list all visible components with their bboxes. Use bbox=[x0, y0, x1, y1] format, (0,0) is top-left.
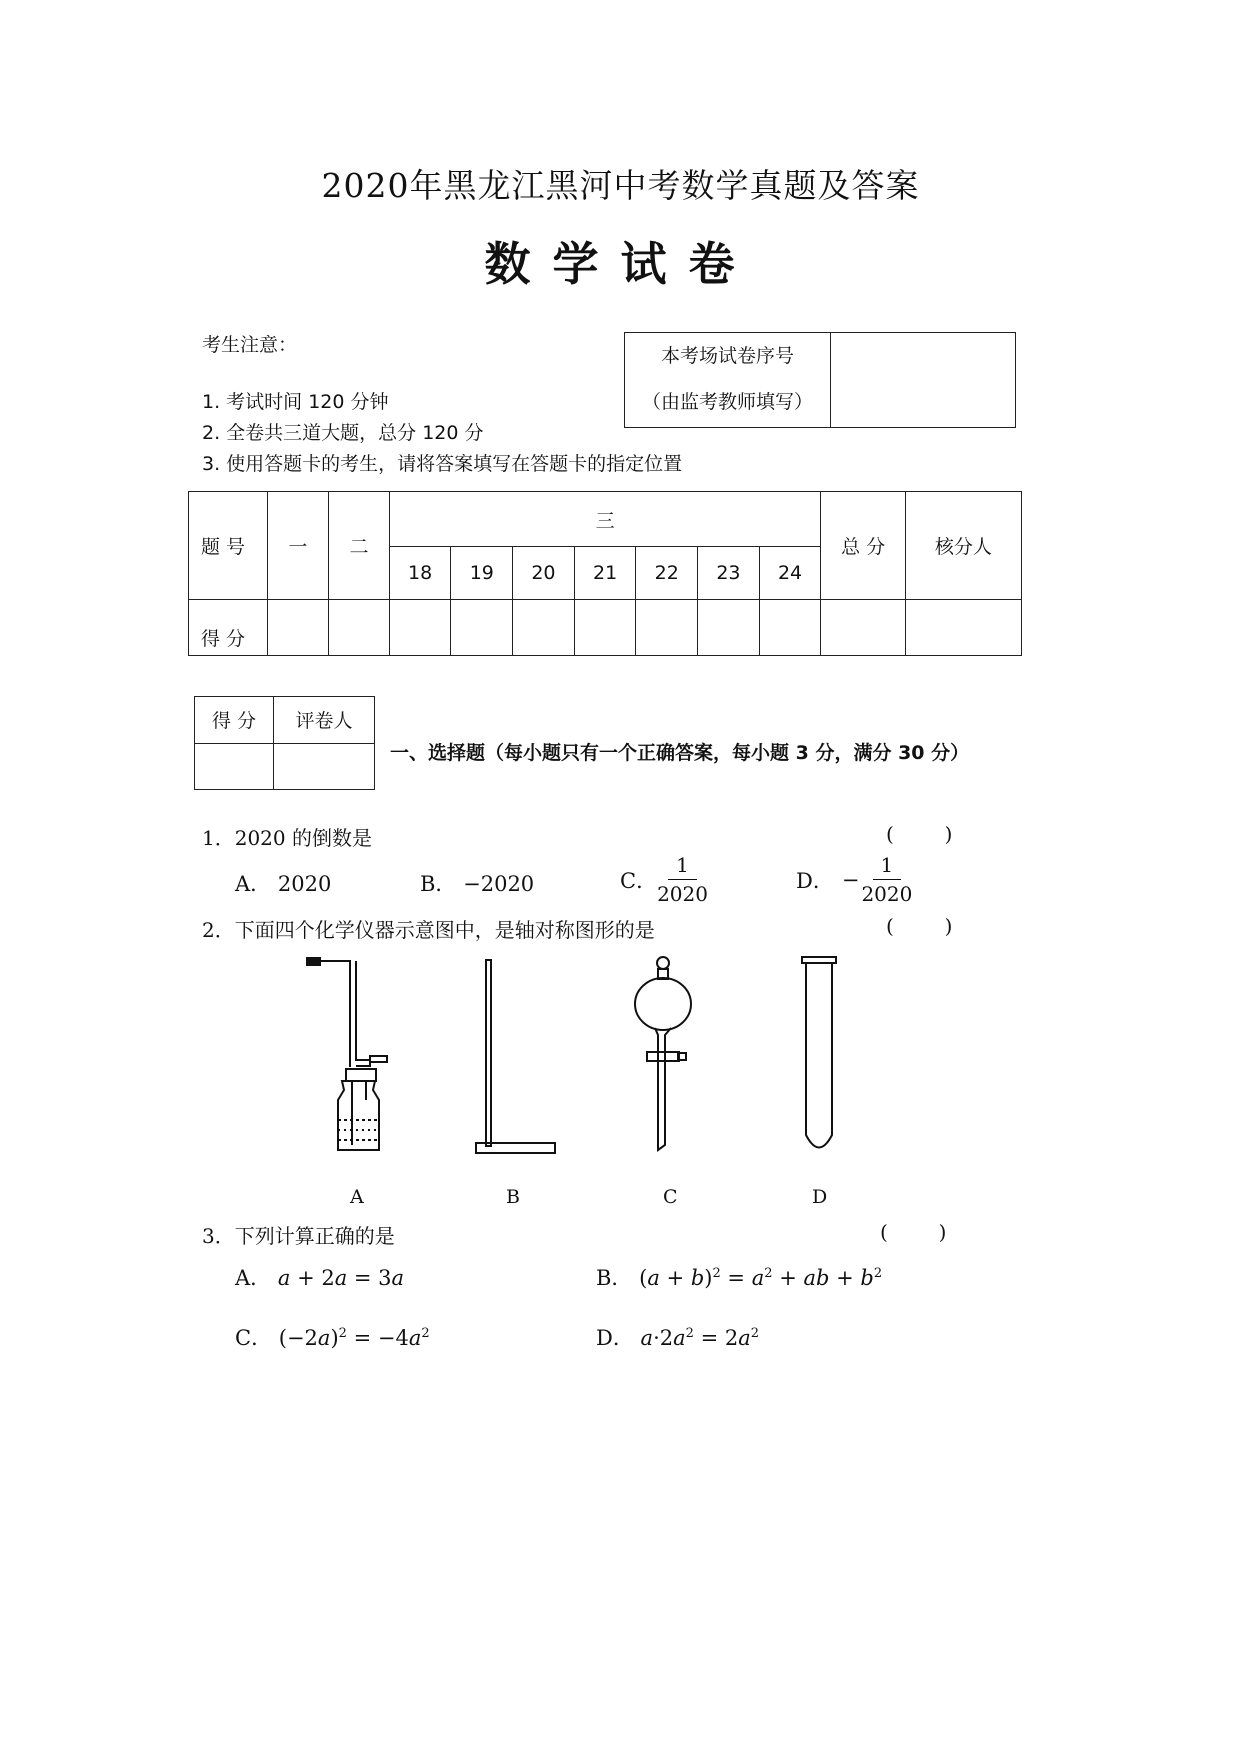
question-number: 2． bbox=[202, 918, 235, 942]
sub-question-header: 22 bbox=[636, 547, 698, 600]
grader-score-label: 得 分 bbox=[195, 697, 274, 744]
sub-question-header: 24 bbox=[759, 547, 821, 600]
question-number: 1． bbox=[202, 826, 235, 850]
option-label: A． bbox=[235, 872, 272, 896]
question-text: 下面四个化学仪器示意图中，是轴对称图形的是 bbox=[234, 918, 655, 942]
score-row-label: 得 分 bbox=[189, 600, 268, 656]
option-value: −2020 bbox=[463, 872, 535, 896]
option-3a: A． a + 2a = 3a bbox=[235, 1266, 405, 1290]
notice-item: 1. 考试时间 120 分钟 bbox=[202, 391, 389, 413]
sub-question-header: 20 bbox=[513, 547, 575, 600]
fraction-denominator: 2020 bbox=[861, 882, 913, 906]
total-score-header: 总 分 bbox=[821, 492, 905, 600]
question-text: 下列计算正确的是 bbox=[234, 1224, 395, 1248]
option-3c bbox=[235, 1322, 430, 1352]
gas-washing-bottle-illustration bbox=[307, 958, 387, 1150]
answer-bracket[interactable]: ( ) bbox=[886, 914, 953, 938]
option-label: A． bbox=[235, 1266, 272, 1290]
notice-heading: 考生注意： bbox=[202, 334, 298, 356]
part-two-header: 二 bbox=[329, 492, 390, 600]
serial-label-line2: （由监考教师填写） bbox=[641, 391, 813, 413]
question-3 bbox=[202, 1220, 395, 1249]
figure-label-c: C bbox=[663, 1186, 678, 1208]
figure-label-a: A bbox=[350, 1186, 364, 1208]
option-3d bbox=[596, 1322, 759, 1352]
option-expression: $(-2a)^2 = -4a^2$ bbox=[278, 1326, 430, 1350]
question-text: 2020 的倒数是 bbox=[234, 826, 372, 850]
fraction-numerator: 1 bbox=[873, 853, 902, 880]
answer-bracket[interactable]: ( ) bbox=[886, 822, 953, 846]
option-label: C． bbox=[620, 868, 658, 893]
figure-label-d: D bbox=[812, 1186, 828, 1208]
grader-name-label: 评卷人 bbox=[274, 697, 375, 744]
question-number: 3． bbox=[202, 1224, 235, 1248]
minus-sign: − bbox=[841, 867, 860, 892]
serial-label-line1: 本考场试卷序号 bbox=[660, 345, 794, 367]
option-label: D． bbox=[596, 1326, 634, 1350]
exam-title: 数学试卷 bbox=[484, 237, 757, 291]
part-one-header: 一 bbox=[267, 492, 329, 600]
option-expression: $(a + b)^2 = a^2$ + ab + $b^2$ bbox=[639, 1266, 883, 1290]
document-title: 2020年黑龙江黑河中考数学真题及答案 bbox=[321, 166, 920, 205]
option-expression: $a\cdot 2a^2 = 2a^2$ bbox=[640, 1326, 760, 1350]
notice-item: 3. 使用答题卡的考生，请将答案填写在答题卡的指定位置 bbox=[202, 453, 683, 475]
part-three-header: 三 bbox=[389, 492, 821, 547]
test-tube-illustration bbox=[802, 957, 836, 1148]
sub-question-header: 19 bbox=[451, 547, 513, 600]
fraction-numerator: 1 bbox=[668, 853, 697, 880]
fraction-denominator: 2020 bbox=[657, 882, 708, 906]
checker-header: 核分人 bbox=[905, 492, 1021, 600]
notice-item: 2. 全卷共三道大题，总分 120 分 bbox=[202, 422, 484, 444]
answer-bracket[interactable]: ( ) bbox=[880, 1220, 947, 1244]
option-label: C． bbox=[235, 1326, 273, 1350]
iron-stand-illustration bbox=[476, 960, 555, 1153]
option-label: B． bbox=[596, 1266, 633, 1290]
section-one-title: 一、选择题（每小题只有一个正确答案，每小题 3 分，满分 30 分） bbox=[390, 742, 970, 764]
sub-question-header: 23 bbox=[698, 547, 760, 600]
sub-question-header: 21 bbox=[574, 547, 636, 600]
option-expression: a bbox=[277, 1266, 291, 1290]
question-number-label: 题 号 bbox=[189, 492, 268, 600]
option-label: D． bbox=[796, 868, 834, 893]
sub-question-header: 18 bbox=[389, 547, 451, 600]
option-3b bbox=[596, 1262, 882, 1292]
option-label: B． bbox=[420, 872, 457, 896]
separatory-funnel-illustration bbox=[635, 957, 691, 1150]
option-value: 2020 bbox=[277, 872, 332, 896]
figure-label-b: B bbox=[506, 1186, 520, 1208]
